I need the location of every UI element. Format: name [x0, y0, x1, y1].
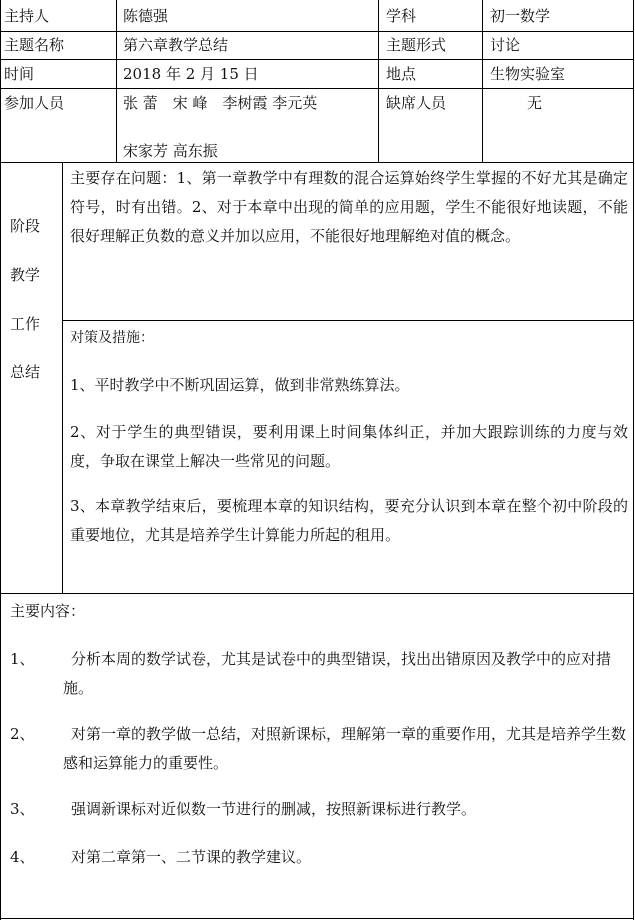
side-label-1: 阶段: [10, 217, 41, 235]
measure-2: 2、对于学生的典型错误，要利用课上时间集体纠正，并加大跟踪训练的力度与效度，争取在课堂上解决一些常见的问题。: [70, 423, 628, 470]
content-item-1: 分析本周的数学试卷，尤其是试卷中的典型错误，找出出错原因及教学中的应对措施。: [63, 650, 612, 697]
form-value: 讨论: [490, 36, 521, 54]
measure-1: 1、平时教学中不断巩固运算，做到非常熟练算法。: [70, 376, 410, 394]
content-item-4: 对第二章第一、二节课的教学建议。: [71, 848, 312, 866]
topic-value: 第六章教学总结: [123, 36, 229, 54]
participants-line2: 宋家芳 高东振: [123, 142, 218, 160]
content-title: 主要内容：: [10, 602, 86, 620]
side-label-3: 工作: [10, 315, 41, 333]
form-label: 主题形式: [386, 36, 447, 54]
side-label-4: 总结: [10, 363, 41, 381]
content-item-3: 强调新课标对近似数一节进行的删减，按照新课标进行教学。: [71, 800, 477, 818]
measures-title: 对策及措施：: [70, 330, 154, 346]
content-item-3-num: 3、: [10, 800, 35, 818]
absent-label: 缺席人员: [386, 94, 447, 112]
place-label: 地点: [386, 65, 417, 83]
problems-paragraph: 主要存在问题：1、第一章教学中有理数的混合运算始终学生掌握的不好尤其是确定符号，时有出错。2、对于本章中出现的简单的应用题，学生不能很好地读题，不能很好理解正负数的意义并加以应用，不能很好地理解绝对值的概念。: [70, 169, 628, 245]
content-item-1-num: 1、: [10, 650, 35, 668]
side-label-2: 教学: [10, 266, 41, 284]
measure-3: 3、本章教学结束后，要梳理本章的知识结构，要充分认识到本章在整个初中阶段的重要地位，尤其是培养学生计算能力所起的租用。: [70, 497, 628, 544]
time-value: 2018 年 2 月 15 日: [123, 65, 259, 83]
absent-value: 无: [527, 94, 543, 112]
content-item-4-num: 4、: [10, 848, 35, 866]
content-item-2: 对第一章的教学做一总结，对照新课标，理解第一章的重要作用，尤其是培养学生数感和运算能力的重要性。: [63, 725, 627, 772]
participants-line1: 张 蕾 宋 峰 李树霞 李元英: [123, 94, 318, 112]
participants-label: 参加人员: [4, 94, 65, 112]
subject-label: 学科: [386, 7, 417, 25]
subject-value: 初一数学: [490, 7, 551, 25]
host-label: 主持人: [4, 7, 50, 25]
place-value: 生物实验室: [490, 65, 566, 83]
time-label: 时间: [4, 65, 35, 83]
host-value: 陈德强: [123, 7, 169, 25]
content-item-2-num: 2、: [10, 725, 35, 743]
topic-label: 主题名称: [4, 36, 65, 54]
